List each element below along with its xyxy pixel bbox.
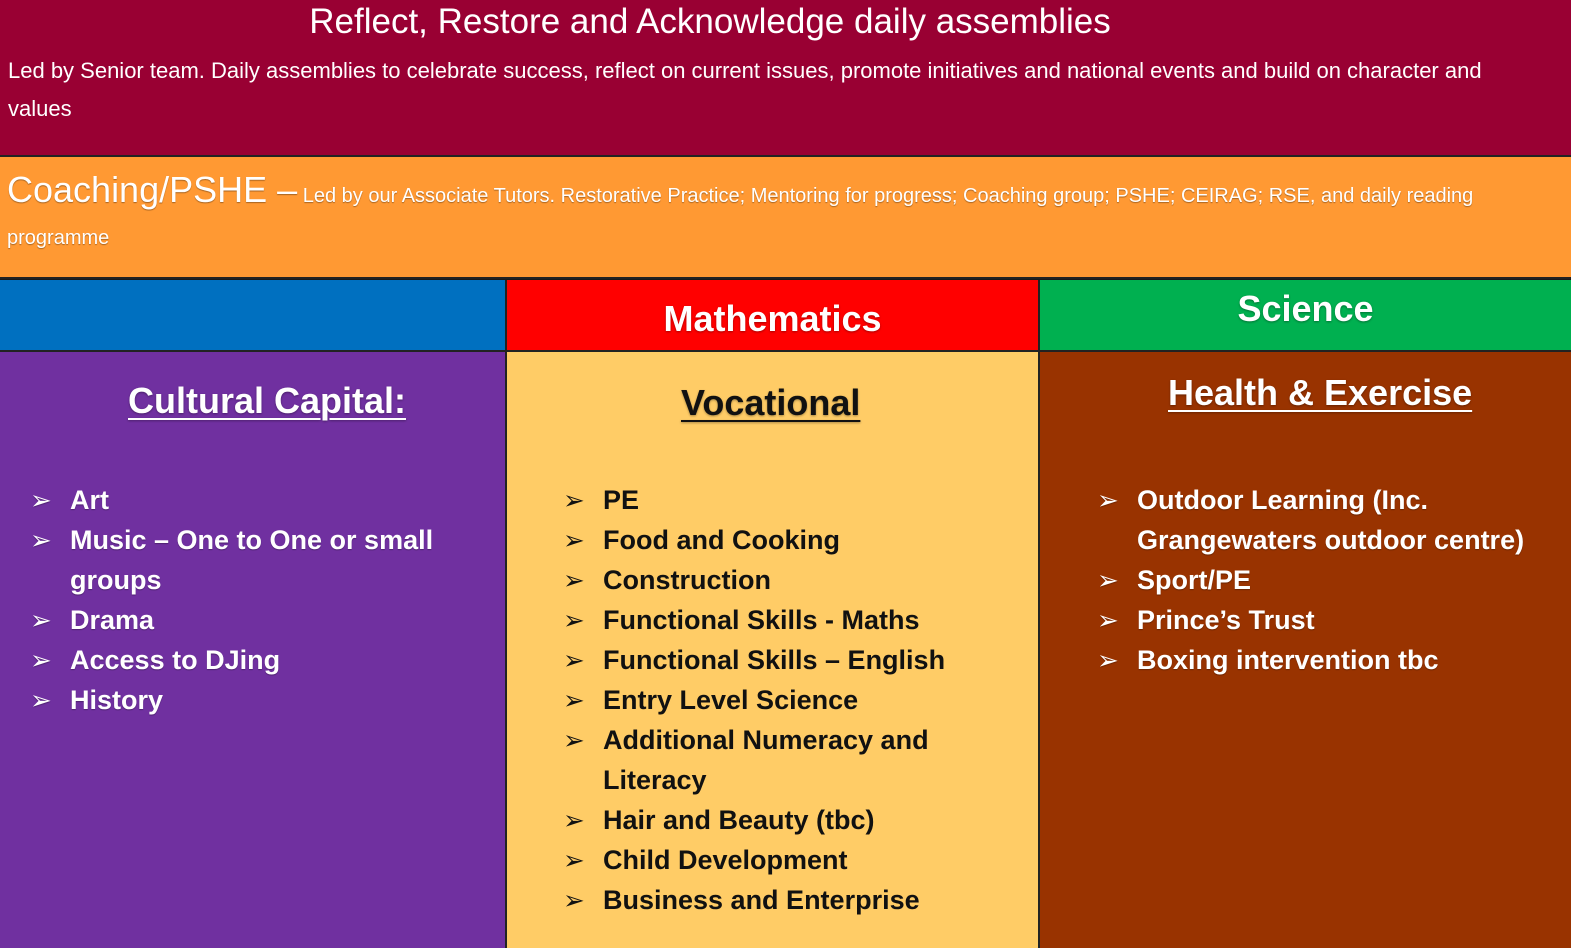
list-item-text: Art [70,485,109,515]
list-item [563,840,1023,880]
list-item-text: PE [603,485,640,515]
vocational-title: Vocational [681,382,861,423]
arrow-bullet-icon: ➢ [1097,485,1119,515]
arrow-bullet-icon: ➢ [563,845,585,875]
arrow-bullet-icon: ➢ [563,565,585,595]
list-item [30,640,490,680]
arrow-bullet-icon: ➢ [30,485,52,515]
coaching-band [0,155,1571,279]
health-exercise-column [1040,352,1571,948]
list-item [563,600,1023,640]
list-item-text: History [70,685,164,715]
list-item [563,800,1023,840]
list-item-text: Functional Skills – English [603,645,946,675]
list-item [1097,480,1567,560]
arrow-bullet-icon: ➢ [563,885,585,915]
list-item-text: Access to DJing [70,645,281,675]
list-item [563,720,1023,800]
list-item-text: Prince’s Trust [1137,605,1315,635]
coaching-heading: Coaching/PSHE – [7,169,298,210]
list-item [563,640,1023,680]
science-header: Science [1040,280,1571,352]
list-item-text: Construction [603,565,771,595]
arrow-bullet-icon: ➢ [30,605,52,635]
list-item [1097,560,1567,600]
cultural-capital-title: Cultural Capital: [128,380,407,421]
list-item-text: Boxing intervention tbc [1137,645,1439,675]
list-item [30,680,490,720]
coaching-text [7,169,1547,259]
list-item [1097,600,1567,640]
list-item [563,520,1023,560]
list-item [563,480,1023,520]
list-item-text: Music – One to One or small groups [70,525,434,595]
list-item-text: Business and Enterprise [603,885,920,915]
arrow-bullet-icon: ➢ [563,645,585,675]
coaching-description: Led by our Associate Tutors. Restorative Practice; Mentoring for progress; Coaching group; PSHE; CEIRAG; RSE, and daily reading programme [7,185,1474,249]
arrow-bullet-icon: ➢ [563,725,585,755]
assemblies-band [0,0,1571,155]
arrow-bullet-icon: ➢ [30,645,52,675]
list-item [30,600,490,640]
health-exercise-title: Health & Exercise [1168,372,1473,413]
vocational-list [563,480,1023,920]
arrow-bullet-icon: ➢ [563,605,585,635]
list-item-text: Outdoor Learning (Inc. Grangewaters outdoor centre) [1137,485,1525,555]
arrow-bullet-icon: ➢ [563,485,585,515]
assemblies-title: Reflect, Restore and Acknowledge daily assemblies [309,2,1111,41]
list-item [563,880,1023,920]
cultural-capital-list [30,480,490,720]
arrow-bullet-icon: ➢ [563,805,585,835]
cultural-capital-column [0,352,507,948]
list-item [563,680,1023,720]
vocational-column [507,352,1040,948]
blue-header-cell [0,280,507,352]
assemblies-description: Led by Senior team. Daily assemblies to celebrate success, reflect on current issues, promote initiatives and national events and build on character and values [8,58,1482,121]
arrow-bullet-icon: ➢ [1097,565,1119,595]
list-item [1097,640,1567,680]
arrow-bullet-icon: ➢ [1097,605,1119,635]
list-item-text: Food and Cooking [603,525,840,555]
arrow-bullet-icon: ➢ [30,685,52,715]
list-item-text: Additional Numeracy and Literacy [603,725,929,795]
list-item-text: Entry Level Science [603,685,859,715]
mathematics-header: Mathematics [507,280,1040,352]
list-item-text: Drama [70,605,155,635]
list-item [563,560,1023,600]
list-item-text: Child Development [603,845,848,875]
list-item-text: Hair and Beauty (tbc) [603,805,875,835]
arrow-bullet-icon: ➢ [563,685,585,715]
arrow-bullet-icon: ➢ [30,525,52,555]
health-exercise-list [1097,480,1567,680]
list-item [30,480,490,520]
list-item-text: Functional Skills - Maths [603,605,920,635]
arrow-bullet-icon: ➢ [1097,645,1119,675]
list-item [30,520,490,600]
arrow-bullet-icon: ➢ [563,525,585,555]
list-item-text: Sport/PE [1137,565,1252,595]
